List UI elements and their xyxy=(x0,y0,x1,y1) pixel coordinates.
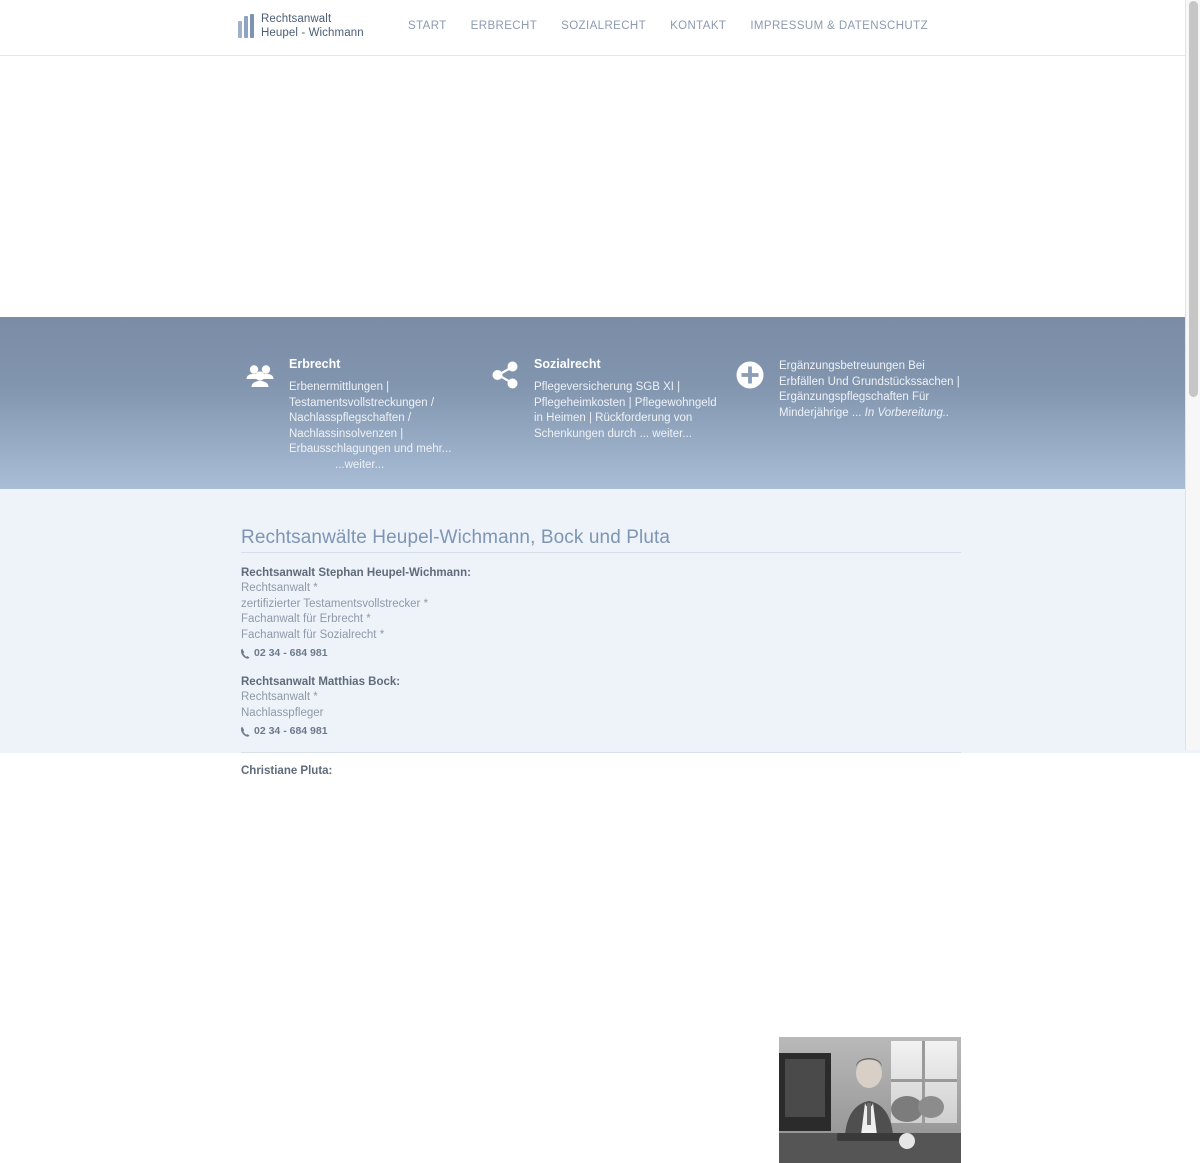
member-credential: Rechtsanwalt * xyxy=(241,691,318,703)
services-band xyxy=(0,317,1200,489)
nav-item-sozialrecht[interactable]: SOZIALRECHT xyxy=(561,20,647,32)
member-name: Christiane Pluta: xyxy=(241,765,333,777)
page-scrollbar[interactable] xyxy=(1185,0,1200,750)
service-more-link[interactable]: In Vorbereitung.. xyxy=(864,406,950,419)
logo-line-2: Heupel - Wichmann xyxy=(261,27,364,40)
member-credential: zertifizierter Testamentsvollstrecker * xyxy=(241,597,429,610)
site-header xyxy=(0,0,1200,56)
service-card-erbrecht[interactable] xyxy=(245,357,475,473)
service-more-link[interactable]: ...weiter... xyxy=(335,458,385,471)
service-text xyxy=(534,380,720,442)
member-phone[interactable] xyxy=(241,723,741,739)
phone-number: 02 34 - 684 981 xyxy=(254,725,328,737)
service-card-ergaenzungsbetreuungen[interactable] xyxy=(735,357,965,421)
member-credential: Nachlasspfleger xyxy=(241,706,324,719)
logo-text xyxy=(261,12,364,41)
title-divider xyxy=(241,552,961,553)
nav-item-kontakt[interactable]: KONTAKT xyxy=(670,20,727,32)
member-credential: Fachanwalt für Erbrecht * xyxy=(241,613,371,625)
bars-logo-icon xyxy=(238,14,254,38)
service-description: Pflegeversicherung SGB XI | Pflegeheimkosten | Pflegewohngeld in Heimen | Rückforderung von Schenkungen durch ... xyxy=(534,381,717,440)
scrollbar-thumb[interactable] xyxy=(1189,1,1198,397)
plus-circle-icon xyxy=(735,360,765,390)
page-title: Rechtsanwälte Heupel-Wichmann, Bock und Pluta xyxy=(241,526,671,548)
nav-item-start[interactable]: START xyxy=(408,20,447,32)
portrait-photo xyxy=(779,1037,961,1163)
team-member xyxy=(241,763,741,779)
service-card-sozialrecht[interactable] xyxy=(490,357,720,442)
site-logo[interactable] xyxy=(238,12,364,41)
phone-number: 02 34 - 684 981 xyxy=(254,647,328,659)
team-list xyxy=(241,552,741,792)
nav-item-impressum-datenschutz[interactable]: IMPRESSUM & DATENSCHUTZ xyxy=(750,20,928,32)
service-more-link[interactable]: weiter... xyxy=(652,427,692,440)
service-title: Erbrecht xyxy=(289,357,341,371)
phone-icon xyxy=(241,648,250,659)
service-text xyxy=(289,380,475,473)
nav-item-erbrecht[interactable]: ERBRECHT xyxy=(470,20,538,32)
team-member xyxy=(241,674,741,739)
main-navigation xyxy=(396,20,1200,32)
service-description: Erbenermittlungen | Testamentsvollstreckungen / Nachlasspflegschaften / Nachlassinsolvenzen | Erbausschlagungen und mehr... xyxy=(289,381,452,455)
main-content xyxy=(0,489,1200,777)
group-people-icon xyxy=(245,360,275,390)
member-name: Rechtsanwalt Stephan Heupel-Wichmann: xyxy=(241,567,471,579)
member-phone[interactable] xyxy=(241,645,741,661)
service-text xyxy=(779,359,965,421)
team-member xyxy=(241,565,741,661)
member-credential: Fachanwalt für Sozialrecht * xyxy=(241,628,385,641)
member-name: Rechtsanwalt Matthias Bock: xyxy=(241,676,401,688)
member-credential: Rechtsanwalt * xyxy=(241,582,318,594)
section-divider xyxy=(241,752,961,753)
share-nodes-icon xyxy=(490,360,520,390)
phone-icon xyxy=(241,726,250,737)
service-title: Sozialrecht xyxy=(534,357,601,371)
service-description: Ergänzungsbetreuungen Bei Erbfällen Und Grundstückssachen | Ergänzungspflegschaften Für Minderjährige ... xyxy=(779,360,960,419)
hero-banner xyxy=(0,56,1200,317)
logo-line-1: Rechtsanwalt xyxy=(261,13,332,25)
